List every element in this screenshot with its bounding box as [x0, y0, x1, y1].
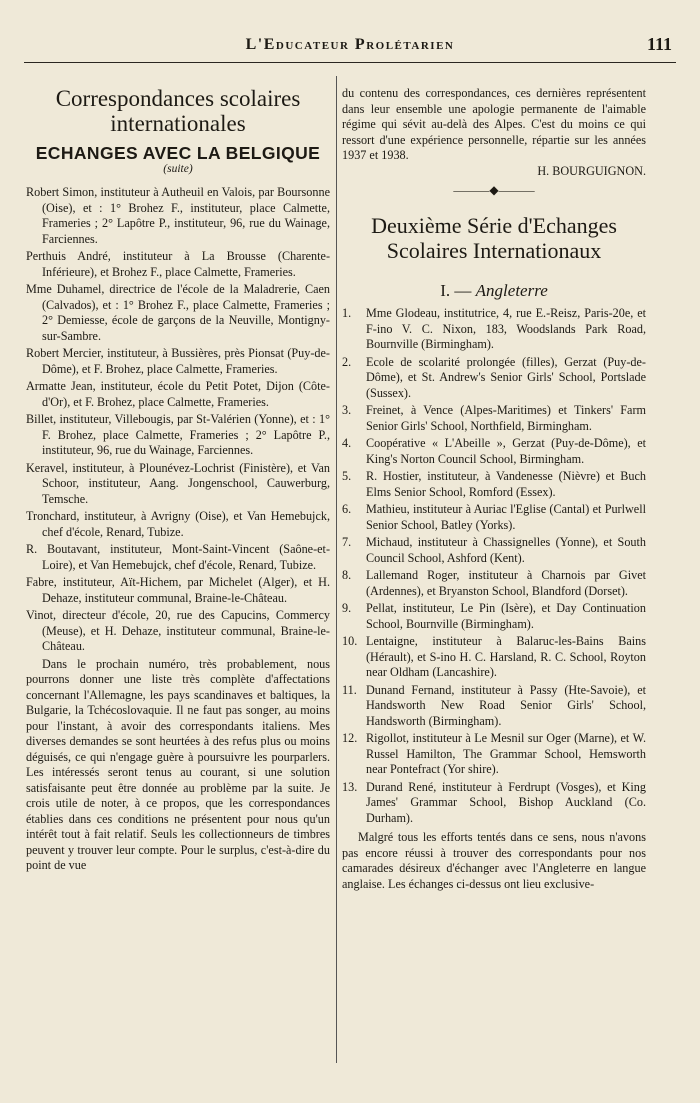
list-item	[342, 535, 646, 566]
country-name: Angleterre	[475, 280, 548, 300]
section-title: Deuxième Série d'Echanges Scolaires Internationaux	[371, 212, 617, 263]
exchange-entry: Vinot, directeur d'école, 20, rue des Capucins, Commercy (Meuse), et H. Dehaze, instituteur communal, Braine-le-Château.	[26, 608, 330, 653]
item-text: Michaud, instituteur à Chassignelles (Yonne), et South Council School, Ashford (Kent).	[366, 535, 646, 565]
list-item	[342, 436, 646, 467]
item-text: Lallemand Roger, instituteur à Charnois par Givet (Ardennes), et Bryanston School, Blandford (Dorset).	[366, 568, 646, 598]
country-number: I. —	[440, 280, 472, 300]
author-signature: H. BOURGUIGNON.	[537, 163, 646, 178]
item-number: 5.	[342, 469, 352, 483]
item-number: 10.	[342, 634, 358, 648]
item-text: R. Hostier, instituteur, à Vandenesse (Nièvre) et Buch Elms Senior School, Romford (Essex).	[366, 469, 646, 499]
item-number: 7.	[342, 535, 352, 549]
item-text: Mme Glodeau, institutrice, 4, rue E.-Reisz, Paris-20e, et F-ino V. C. Nixon, 183, Woodslands Park Road, Bournville (Birmingham).	[366, 306, 646, 351]
exchange-entry: Keravel, instituteur, à Plounévez-Lochrist (Finistère), et Van Schoor, instituteur, Aang. Jongenschool, Cauwerburg, Temsche.	[26, 460, 330, 506]
item-text: Lentaigne, instituteur à Balaruc-les-Bains Bains (Hérault), et S-ino H. C. Harsland, R. C. School, Royton near Oldham (Lancashire).	[366, 634, 646, 679]
item-text: Durand René, instituteur à Ferdrupt (Vosges), et King James' Grammar School, Bishop Auckland (Co. Durham).	[366, 779, 646, 825]
body-paragraph: Dans le prochain numéro, très probablement, nous pourrons donner une liste très complète d'affectations concernant l'Allemagne, les pays scandinaves et baltiques, la Bulgarie, la Tchécoslovaquie. Il ne faut pas songer, au moins pour l'instant, à avoir des correspondants italiens. Mes diverses demandes se sont heurtées à des refus plus ou moins déguisés, ce qui n'engage guère à poursuivre les pourparlers. Les intéressés seront tenus au courant, si une solution satisfaisante peut être donnée au problème par la suite. Je crois utile de noter, à ce propos, que les correspondances établies dans ces conditions ne présentent pour nous qu'un intérêt tout à fait relatif. Seuls les collectionneurs de timbres peuvent y trouver leur compte. Pour le surplus, c'est-à-dire du point de vue	[26, 656, 330, 872]
item-number: 12.	[342, 731, 358, 745]
list-item	[342, 683, 646, 730]
list-item	[342, 601, 646, 632]
exchange-entry: Billet, instituteur, Villebougis, par St-Valérien (Yonne), et : 1° F. Brohez, place Calmette, Frameries ; 2° Lapôtre P., instituteur, 96, rue du Wainage, Farciennes.	[26, 412, 330, 457]
running-title: L'Educateur Prolétarien	[245, 36, 455, 53]
list-item	[342, 403, 646, 434]
item-number: 11.	[342, 682, 357, 697]
suite-note: (suite)	[163, 162, 193, 175]
list-item	[342, 568, 646, 599]
exchange-entry: Mme Duhamel, directrice de l'école de la Maladrerie, Caen (Calvados), et : 1° Brohez F., place Calmette, Frameries ; 2° Demiesse, école de garçons de la Neuville, Montigny-sur-Sambre.	[26, 282, 330, 343]
list-item	[342, 306, 646, 353]
item-text: Freinet, à Vence (Alpes-Maritimes) et Tinkers' Farm Senior Girls' School, Northfield, Birmingham.	[366, 403, 646, 433]
exchange-entry: Perthuis André, instituteur à La Brousse (Charente-Inférieure), et Brohez F., place Calmette, Frameries.	[26, 249, 330, 279]
column-divider	[336, 76, 337, 1063]
closing-paragraph: Malgré tous les efforts tentés dans ce sens, nous n'avons pas encore réussi à trouver des correspondants pour nos camarades désireux d'échanger avec l'Angleterre en langue anglaise. Les échanges ci-dessus ont lieu exclusive-	[342, 830, 646, 891]
section-ornament: ———◆———	[453, 183, 535, 197]
list-item	[342, 634, 646, 681]
list-item	[342, 780, 646, 827]
item-number: 9.	[342, 601, 352, 615]
exchange-entry: Robert Mercier, instituteur, à Bussières, près Pionsat (Puy-de-Dôme), et F. Brohez, place Calmette, Frameries.	[26, 346, 330, 376]
exchange-list	[342, 306, 646, 826]
item-number: 6.	[342, 502, 352, 516]
list-item	[342, 502, 646, 533]
running-header	[24, 28, 676, 63]
item-number: 4.	[342, 436, 352, 450]
item-number: 2.	[342, 354, 352, 369]
country-heading	[342, 280, 646, 300]
item-text: Coopérative « L'Abeille », Gerzat (Puy-de-Dôme), et King's Norton Council School, Birmingham.	[366, 436, 646, 466]
item-text: Ecole de scolarité prolongée (filles), Gerzat (Puy-de-Dôme), et St. Andrew's Senior Girls' School, Portslade (Sussex).	[366, 354, 646, 400]
right-column	[342, 86, 646, 1089]
item-number: 1.	[342, 306, 352, 320]
item-number: 8.	[342, 568, 352, 582]
item-number: 13.	[342, 779, 358, 794]
exchange-entry: Robert Simon, instituteur à Autheuil en Valois, par Boursonne (Oise), et : 1° Brohez F., instituteur, place Calmette, Frameries ; 2° Lapôtre P., instituteur, 96, rue du Wainage, Farciennes.	[26, 185, 330, 246]
exchange-entry: Fabre, instituteur, Aït-Hichem, par Michelet (Alger), et H. Dehaze, instituteur communal, Braine-le-Château.	[26, 575, 330, 605]
left-column	[26, 86, 330, 1089]
exchange-entry: R. Boutavant, instituteur, Mont-Saint-Vincent (Saône-et-Loire), et Van Hemebujck, chef d'école, Renard, Tubize.	[26, 542, 330, 572]
exchange-entry: Armatte Jean, instituteur, école du Petit Potet, Dijon (Côte-d'Or), et F. Brohez, place Calmette, Frameries.	[26, 379, 330, 409]
list-item	[342, 355, 646, 402]
item-text: Dunand Fernand, instituteur à Passy (Hte-Savoie), et Handsworth New Road Senior Girls' School, Handsworth (Birmingham).	[366, 682, 646, 728]
list-item	[342, 469, 646, 500]
item-text: Mathieu, instituteur à Auriac l'Eglise (Cantal) et Purlwell Senior School, Batley (Yorks).	[366, 502, 646, 532]
item-text: Pellat, instituteur, Le Pin (Isère), et Day Continuation School, Bournville (Birmingham).	[366, 601, 646, 631]
article-title: Correspondances scolaires internationales	[55, 86, 301, 136]
item-number: 3.	[342, 403, 352, 417]
item-text: Rigollot, instituteur à Le Mesnil sur Oger (Marne), et W. Russel Hamilton, The Grammar School, Hemsworth near Pontefract (Yor shire).	[366, 731, 646, 776]
article-subtitle: ECHANGES AVEC LA BELGIQUE	[35, 143, 321, 163]
continuation-paragraph: du contenu des correspondances, ces dernières représentent dans leur ensemble une apologie permanente de l'aimable régime qui sévit au-delà des Alpes. C'est du moins ce qui ressort d'une expérience personnelle, répartie sur les années 1937 et 1938.	[342, 86, 646, 162]
page-number: 111	[646, 34, 672, 54]
exchange-entry: Tronchard, instituteur, à Avrigny (Oise), et Van Hemebujck, chef d'école, Renard, Tubize.	[26, 509, 330, 539]
list-item	[342, 731, 646, 778]
